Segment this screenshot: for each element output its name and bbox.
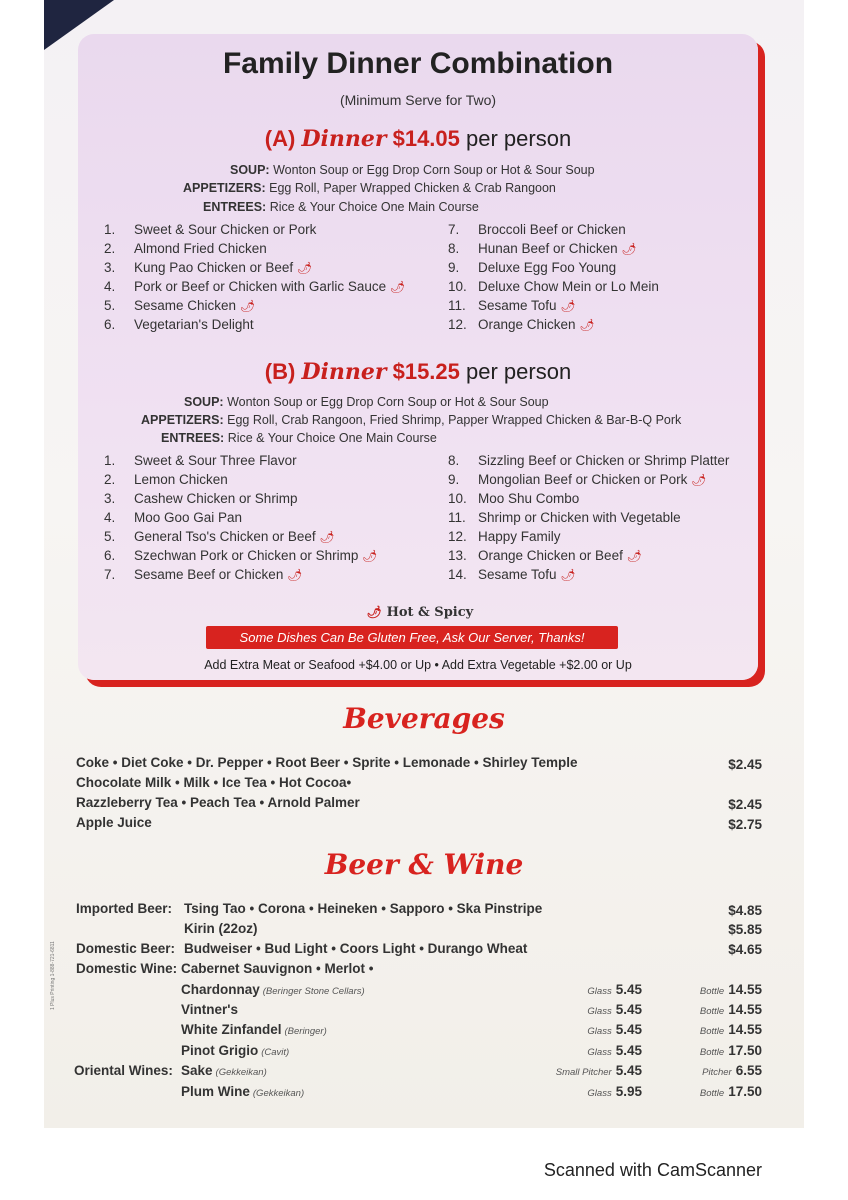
menu-page xyxy=(44,0,804,1128)
menu-item xyxy=(104,529,378,548)
domestic-wine-list: Cabernet Sauvignon • Merlot • xyxy=(181,961,374,976)
glass-value: 5.45 xyxy=(615,1043,642,1058)
domestic-beer-list: Budweiser • Bud Light • Coors Light • Durango Wheat xyxy=(184,941,528,956)
wine-name xyxy=(181,1022,327,1037)
bottle-label: Bottle xyxy=(699,1088,725,1099)
chili-pepper-icon: 🌶 xyxy=(297,261,313,275)
menu-item xyxy=(104,260,405,279)
menu-item-number: 5. xyxy=(104,529,116,544)
wine-producer: (Cavit) xyxy=(261,1047,290,1058)
chili-pepper-icon: 🌶 xyxy=(362,549,378,563)
menu-item-number: 5. xyxy=(104,298,116,313)
wine-name xyxy=(181,1084,304,1099)
dinner-a-label: (A) xyxy=(264,126,296,151)
menu-item xyxy=(104,241,405,260)
bottle-label: Bottle xyxy=(699,986,725,997)
menu-item-name: Happy Family xyxy=(478,529,561,544)
glass-price xyxy=(587,1002,642,1017)
bottle-label: Bottle xyxy=(699,1006,725,1017)
wine-name-text: Chardonnay xyxy=(181,982,260,997)
menu-item xyxy=(448,472,729,491)
kirin-price: $5.85 xyxy=(728,922,762,937)
wine-name xyxy=(181,1063,267,1078)
menu-item-number: 12. xyxy=(448,529,467,544)
menu-item-name: Broccoli Beef or Chicken xyxy=(478,222,626,237)
bottle-label: Bottle xyxy=(699,1047,725,1058)
menu-item-number: 13. xyxy=(448,548,467,563)
glass-label: Glass xyxy=(587,986,612,997)
dinner-b-entrees xyxy=(161,431,437,445)
bottle-value: 14.55 xyxy=(728,1002,762,1017)
menu-item xyxy=(448,510,729,529)
bottle-value: 14.55 xyxy=(728,982,762,997)
menu-item-name: Moo Goo Gai Pan xyxy=(134,510,243,525)
menu-item-number: 8. xyxy=(448,241,460,256)
chili-pepper-icon: 🌶 xyxy=(390,280,406,294)
entrees-label: ENTREES: xyxy=(203,200,267,214)
menu-item-name: Sweet & Sour Three Flavor xyxy=(134,453,297,468)
bottle-price xyxy=(700,1043,762,1058)
menu-item-name: Deluxe Egg Foo Young xyxy=(478,260,617,275)
menu-item-name: Orange Chicken or Beef xyxy=(478,548,623,563)
imported-beer-price: $4.85 xyxy=(728,903,762,918)
menu-item-name: Cashew Chicken or Shrimp xyxy=(134,491,298,506)
glass-price xyxy=(587,1043,642,1058)
bottle-value: 6.55 xyxy=(735,1063,762,1078)
soup-label: SOUP: xyxy=(230,163,270,177)
dinner-b-appetizers xyxy=(141,413,681,427)
bottle-price xyxy=(700,1002,762,1017)
menu-item-name: Orange Chicken xyxy=(478,317,576,332)
dinner-a-left-list xyxy=(104,222,405,336)
chili-pepper-icon: 🌶 xyxy=(319,530,335,544)
menu-item xyxy=(448,529,729,548)
wine-name-text: Sake xyxy=(181,1063,213,1078)
beverage-line: Coke • Diet Coke • Dr. Pepper • Root Beer • Sprite • Lemonade • Shirley Temple xyxy=(76,755,578,770)
menu-item xyxy=(448,260,659,279)
menu-item-number: 3. xyxy=(104,491,116,506)
dinner-b-per: per person xyxy=(466,359,572,384)
menu-item xyxy=(448,298,659,317)
dinner-a-price: $14.05 xyxy=(392,126,460,151)
glass-price xyxy=(587,1084,642,1099)
chili-pepper-icon: 🌶 xyxy=(579,318,595,332)
beverages-heading: Beverages xyxy=(343,702,505,735)
chili-pepper-icon: 🌶 xyxy=(691,473,707,487)
legend-text: Hot & Spicy xyxy=(386,605,474,620)
wine-producer: (Beringer) xyxy=(284,1026,327,1037)
menu-item-number: 4. xyxy=(104,510,116,525)
menu-item xyxy=(448,453,729,472)
oriental-wines-label: Oriental Wines: xyxy=(74,1063,173,1078)
glass-value: 5.45 xyxy=(615,1002,642,1017)
menu-item-number: 1. xyxy=(104,453,116,468)
bottle-value: 17.50 xyxy=(728,1084,762,1099)
menu-item xyxy=(448,548,729,567)
menu-item-number: 9. xyxy=(448,472,460,487)
menu-item-name: Sesame Beef or Chicken xyxy=(134,567,284,582)
menu-item-name: Sesame Tofu xyxy=(478,298,557,313)
glass-price xyxy=(587,982,642,997)
imported-beer-list: Tsing Tao • Corona • Heineken • Sapporo • Ska Pinstripe xyxy=(184,901,543,916)
menu-item xyxy=(104,279,405,298)
wine-producer: (Gekkeikan) xyxy=(252,1088,305,1099)
chili-pepper-icon: 🌶 xyxy=(240,299,256,313)
menu-item xyxy=(104,453,378,472)
menu-item xyxy=(448,241,659,260)
menu-item xyxy=(104,222,405,241)
menu-item-number: 7. xyxy=(104,567,116,582)
imported-beer-label: Imported Beer: xyxy=(76,901,173,916)
menu-item-name: Vegetarian's Delight xyxy=(134,317,254,332)
dinner-b-left-list xyxy=(104,453,378,586)
menu-item xyxy=(104,548,378,567)
beverage-line: Apple Juice xyxy=(76,815,152,830)
menu-item-number: 12. xyxy=(448,317,467,332)
menu-item-number: 3. xyxy=(104,260,116,275)
dinner-a-appetizers xyxy=(183,181,556,195)
menu-item-name: General Tso's Chicken or Beef xyxy=(134,529,316,544)
dinner-a-heading xyxy=(78,126,758,152)
menu-item xyxy=(448,491,729,510)
dinner-a-soup xyxy=(230,163,595,177)
glass-price xyxy=(587,1022,642,1037)
appetizers-text: Egg Roll, Crab Rangoon, Fried Shrimp, Papper Wrapped Chicken & Bar-B-Q Pork xyxy=(227,413,682,427)
appetizers-label: APPETIZERS: xyxy=(141,413,224,427)
bottle-label: Pitcher xyxy=(702,1067,732,1078)
beverage-price: $2.45 xyxy=(728,797,762,812)
kirin-item: Kirin (22oz) xyxy=(184,921,258,936)
menu-item xyxy=(104,567,378,586)
beverage-price: $2.45 xyxy=(728,757,762,772)
glass-label: Glass xyxy=(587,1006,612,1017)
menu-item-name: Pork or Beef or Chicken with Garlic Sauce xyxy=(134,279,387,294)
menu-item-number: 14. xyxy=(448,567,467,582)
dinner-a-right-list xyxy=(448,222,659,336)
chili-pepper-icon: 🌶 xyxy=(287,568,303,582)
wine-name-text: Pinot Grigio xyxy=(181,1043,259,1058)
menu-item xyxy=(104,510,378,529)
soup-text: Wonton Soup or Egg Drop Corn Soup or Hot & Sour Soup xyxy=(273,163,595,177)
soup-text: Wonton Soup or Egg Drop Corn Soup or Hot & Sour Soup xyxy=(227,395,549,409)
menu-item-name: Sweet & Sour Chicken or Pork xyxy=(134,222,317,237)
menu-item-number: 10. xyxy=(448,279,467,294)
printer-credit: 1 Plus Printing 1-888-721-6811 xyxy=(50,941,56,1010)
glass-label: Small Pitcher xyxy=(555,1067,612,1078)
wine-name-text: White Zinfandel xyxy=(181,1022,282,1037)
menu-item-number: 2. xyxy=(104,241,116,256)
dinner-b-word: Dinner xyxy=(301,359,387,385)
menu-item-number: 1. xyxy=(104,222,116,237)
gluten-free-banner: Some Dishes Can Be Gluten Free, Ask Our Server, Thanks! xyxy=(206,626,618,649)
dinner-b-label: (B) xyxy=(264,359,296,384)
bottle-price xyxy=(700,1084,762,1099)
page-subtitle: (Minimum Serve for Two) xyxy=(339,92,497,108)
menu-item-name: Almond Fried Chicken xyxy=(134,241,267,256)
dinner-b-right-list xyxy=(448,453,729,586)
extra-charge-note: Add Extra Meat or Seafood +$4.00 or Up • Add Extra Vegetable +$2.00 or Up xyxy=(204,658,632,672)
menu-item-number: 9. xyxy=(448,260,460,275)
beer-wine-heading: Beer & Wine xyxy=(324,848,524,881)
dinner-a-word: Dinner xyxy=(301,126,387,152)
menu-item-number: 11. xyxy=(448,298,466,313)
menu-item xyxy=(448,567,729,586)
menu-item-number: 10. xyxy=(448,491,467,506)
wine-name-text: Vintner's xyxy=(181,1002,238,1017)
chili-pepper-icon: 🌶 xyxy=(621,242,637,256)
domestic-beer-price: $4.65 xyxy=(728,942,762,957)
menu-item-name: Mongolian Beef or Chicken or Pork xyxy=(478,472,688,487)
dinner-a-entrees xyxy=(203,200,479,214)
wine-producer: (Beringer Stone Cellars) xyxy=(262,986,365,997)
glass-value: 5.95 xyxy=(615,1084,642,1099)
beverage-price: $2.75 xyxy=(728,817,762,832)
menu-item-name: Lemon Chicken xyxy=(134,472,228,487)
family-dinner-panel xyxy=(78,34,758,680)
menu-item-name: Sizzling Beef or Chicken or Shrimp Platter xyxy=(478,453,730,468)
menu-item-name: Sesame Chicken xyxy=(134,298,237,313)
glass-value: 5.45 xyxy=(615,982,642,997)
menu-item-name: Deluxe Chow Mein or Lo Mein xyxy=(478,279,659,294)
menu-item xyxy=(448,279,659,298)
glass-value: 5.45 xyxy=(615,1022,642,1037)
bottle-value: 14.55 xyxy=(728,1022,762,1037)
dinner-a-per: per person xyxy=(466,126,572,151)
chili-pepper-icon: 🌶 xyxy=(560,568,576,582)
glass-label: Glass xyxy=(587,1047,612,1058)
glass-label: Glass xyxy=(587,1026,612,1037)
soup-label: SOUP: xyxy=(184,395,224,409)
menu-item-number: 6. xyxy=(104,317,116,332)
bottle-label: Bottle xyxy=(699,1026,725,1037)
hot-spicy-legend xyxy=(78,605,758,620)
page-title: Family Dinner Combination xyxy=(222,47,614,80)
wine-name xyxy=(181,1043,289,1058)
wine-name xyxy=(181,1002,241,1017)
menu-item-name: Szechwan Pork or Chicken or Shrimp xyxy=(134,548,359,563)
chili-pepper-icon: 🌶 xyxy=(366,605,383,619)
glass-label: Glass xyxy=(587,1088,612,1099)
menu-item-number: 11. xyxy=(448,510,466,525)
domestic-wine-label: Domestic Wine: xyxy=(76,961,178,976)
menu-item xyxy=(448,222,659,241)
bottle-price xyxy=(700,982,762,997)
bottle-price xyxy=(700,1022,762,1037)
wine-name-text: Plum Wine xyxy=(181,1084,250,1099)
menu-item-number: 7. xyxy=(448,222,460,237)
wine-producer: (Gekkeikan) xyxy=(215,1067,267,1078)
menu-item xyxy=(104,317,405,336)
menu-item xyxy=(104,472,378,491)
dinner-b-heading xyxy=(78,359,758,385)
wine-name xyxy=(181,982,365,997)
menu-item-number: 4. xyxy=(104,279,116,294)
menu-item-name: Kung Pao Chicken or Beef xyxy=(134,260,294,275)
menu-item xyxy=(104,298,405,317)
beverage-line: Razzleberry Tea • Peach Tea • Arnold Palmer xyxy=(76,795,360,810)
entrees-text: Rice & Your Choice One Main Course xyxy=(227,431,437,445)
entrees-text: Rice & Your Choice One Main Course xyxy=(269,200,479,214)
appetizers-label: APPETIZERS: xyxy=(183,181,266,195)
dinner-b-soup xyxy=(184,395,549,409)
menu-item-name: Shrimp or Chicken with Vegetable xyxy=(478,510,681,525)
appetizers-text: Egg Roll, Paper Wrapped Chicken & Crab Rangoon xyxy=(269,181,556,195)
chili-pepper-icon: 🌶 xyxy=(626,549,643,563)
dinner-b-price: $15.25 xyxy=(392,359,460,384)
bottle-price xyxy=(702,1063,762,1078)
menu-item-name: Sesame Tofu xyxy=(478,567,557,582)
menu-item xyxy=(104,491,378,510)
domestic-beer-label: Domestic Beer: xyxy=(76,941,176,956)
glass-value: 5.45 xyxy=(615,1063,642,1078)
menu-item-number: 6. xyxy=(104,548,116,563)
entrees-label: ENTREES: xyxy=(161,431,225,445)
chili-pepper-icon: 🌶 xyxy=(560,299,576,313)
menu-item-number: 2. xyxy=(104,472,116,487)
scanner-watermark: Scanned with CamScanner xyxy=(543,1160,762,1180)
bottle-value: 17.50 xyxy=(728,1043,762,1058)
menu-item xyxy=(448,317,659,336)
beverage-line: Chocolate Milk • Milk • Ice Tea • Hot Cocoa• xyxy=(76,775,352,790)
glass-price xyxy=(556,1063,642,1078)
menu-item-number: 8. xyxy=(448,453,460,468)
menu-item-name: Moo Shu Combo xyxy=(478,491,580,506)
menu-item-name: Hunan Beef or Chicken xyxy=(478,241,618,256)
